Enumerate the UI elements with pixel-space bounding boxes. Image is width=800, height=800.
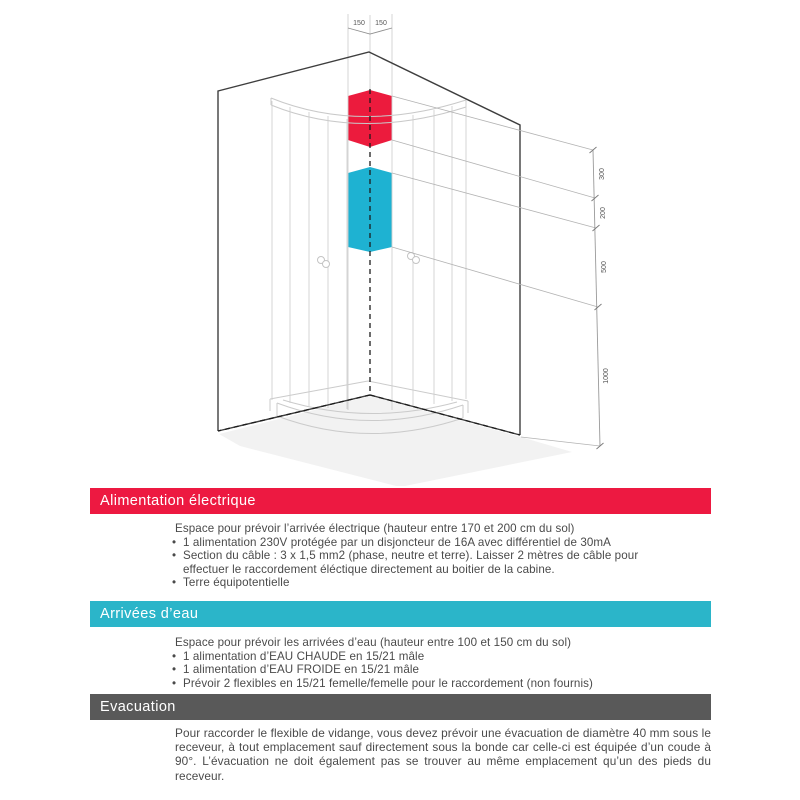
door-handle-icon: [318, 253, 420, 268]
section-title-electric: Alimentation électrique: [100, 493, 256, 509]
section-body-electric: [170, 522, 657, 590]
top-dim-label: 150: [353, 20, 365, 27]
right-dim-label: 500: [601, 261, 608, 273]
electric-bullet: • Terre équipotentielle: [170, 576, 657, 590]
water-bullet: • 1 alimentation d’EAU CHAUDE en 15/21 mâle: [170, 650, 657, 664]
right-dim-label: 200: [600, 207, 607, 219]
evacuation-paragraph: Pour raccorder le flexible de vidange, vous devez prévoir une évacuation de diamètre 40 mm sous le receveur, à tout emplacement sauf directement sous la bonde car celle-ci est équipée d’un coude à 90°. L’évacuation ne doit également pas se trouver au même emplacement qu’un des pieds du receveur.: [175, 726, 711, 783]
right-dim-label: 300: [599, 168, 606, 180]
right-dim-label: 1000: [603, 368, 610, 384]
electric-bullet: • 1 alimentation 230V protégée par un disjoncteur de 16A avec différentiel de 30mA: [170, 536, 657, 550]
section-header-electric: [90, 488, 711, 514]
right-dimension: [392, 96, 610, 449]
top-dim-label: 150: [375, 20, 387, 27]
section-header-water: [90, 601, 711, 627]
section-body-water: [170, 636, 657, 690]
section-title-evacuation: Evacuation: [100, 699, 176, 715]
electric-bullet-list: [170, 536, 657, 590]
floor-shadow: [219, 396, 572, 486]
electric-intro: Espace pour prévoir l’arrivée électrique (hauteur entre 170 et 200 cm du sol): [175, 522, 575, 535]
water-bullet-list: [170, 650, 657, 691]
water-intro: Espace pour prévoir les arrivées d’eau (hauteur entre 100 et 150 cm du sol): [175, 636, 572, 649]
electric-bullet: • Section du câble : 3 x 1,5 mm2 (phase, neutre et terre). Laisser 2 mètres de câble pour effectuer le raccordement éléctique directement au boitier de la cabine.: [170, 549, 657, 576]
section-header-evacuation: [90, 694, 711, 720]
water-bullet: • Prévoir 2 flexibles en 15/21 femelle/femelle pour le raccordement (non fournis): [170, 677, 657, 691]
section-title-water: Arrivées d’eau: [100, 606, 199, 622]
water-bullet: • 1 alimentation d’EAU FROIDE en 15/21 mâle: [170, 663, 657, 677]
